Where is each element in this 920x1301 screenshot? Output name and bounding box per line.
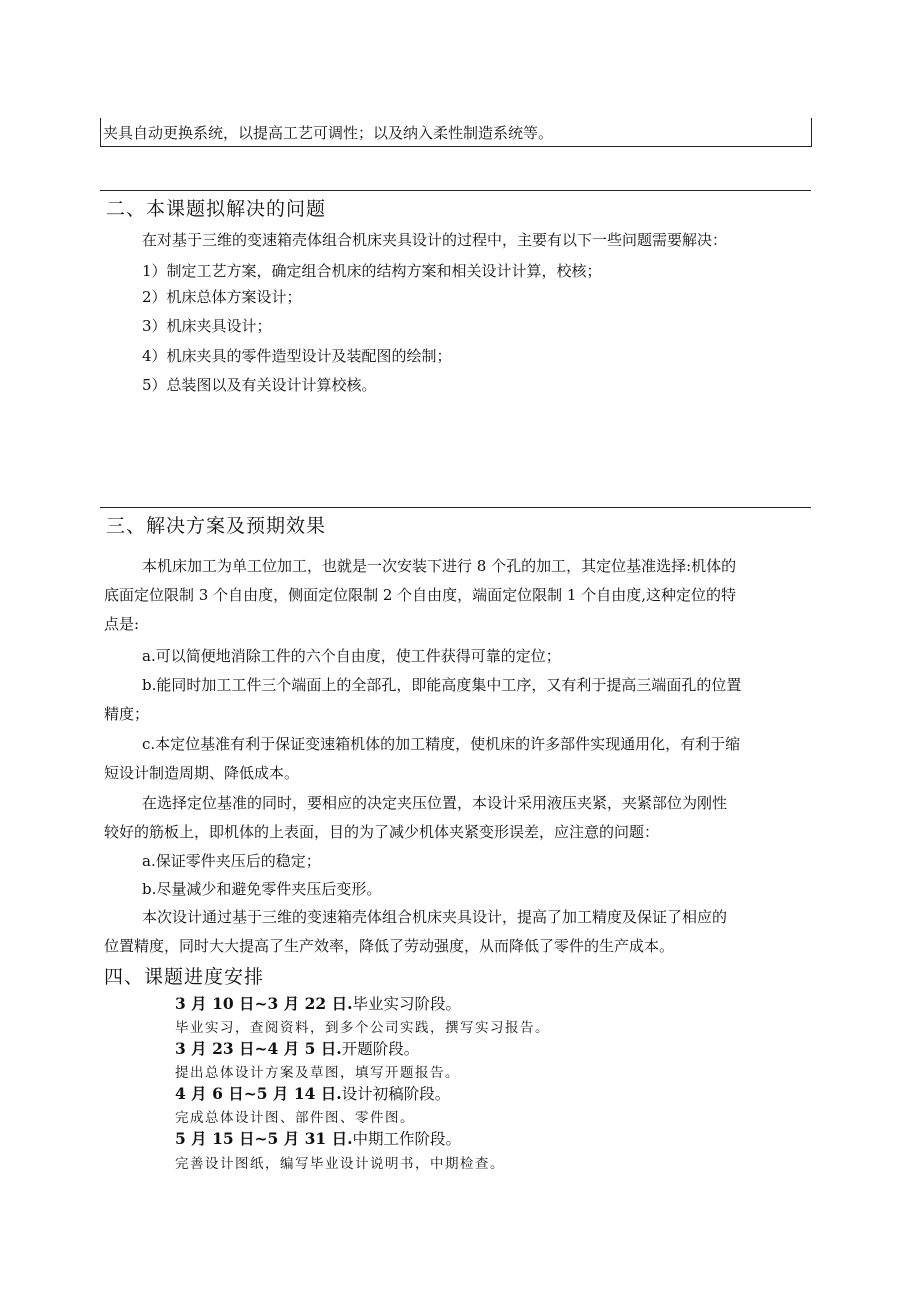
- section2-item-2: 2）机床总体方案设计；: [142, 288, 302, 306]
- section3-line-5: b.能同时加工工件三个端面上的全部孔，即能高度集中工序，又有利于提高三端面孔的位置: [142, 676, 742, 694]
- section3-line-14: 位置精度，同时大大提高了生产效率，降低了劳动强度，从而降低了零件的生产成本。: [104, 937, 675, 955]
- section2-item-5: 5）总装图以及有关设计计算校核。: [142, 376, 377, 394]
- section4-heading: 四、课题进度安排: [104, 966, 265, 988]
- section3-line-1: 本机床加工为单工位加工，也就是一次安装下进行 8 个孔的加工，其定位基准选择:机体的: [142, 557, 737, 575]
- section3-line-10: 较好的筋板上，即机体的上表面，目的为了减少机体夹紧变形误差，应注意的问题：: [104, 823, 660, 841]
- section3-line-7: c.本定位基准有利于保证变速箱机体的加工精度，使机床的许多部件实现通用化，有利于缩: [142, 735, 741, 753]
- stage-3-header: [175, 1082, 450, 1104]
- section3-line-2: 底面定位限制 3 个自由度，侧面定位限制 2 个自由度，端面定位限制 1 个自由度,这种定位的特: [104, 586, 737, 604]
- stage-1-date: 3 月 10 日~3 月 22 日.: [175, 994, 353, 1013]
- section2-item-4: 4）机床夹具的零件造型设计及装配图的绘制；: [142, 347, 452, 365]
- section2-item-3: 3）机床夹具设计；: [142, 317, 272, 335]
- section3-heading: 三、解决方案及预期效果: [106, 515, 327, 537]
- stage-4-name: 中期工作阶段。: [352, 1130, 461, 1148]
- section2-item-1: 1）制定工艺方案，确定组合机床的结构方案和相关设计计算，校核；: [142, 262, 602, 280]
- stage-4-desc: 完善设计图纸，编写毕业设计说明书，中期检查。: [175, 1156, 505, 1172]
- section3-line-12: b.尽量减少和避免零件夹压后变形。: [142, 880, 382, 898]
- section3-rule: [100, 507, 811, 508]
- section2-intro: 在对基于三维的变速箱壳体组合机床夹具设计的过程中，主要有以下一些问题需要解决：: [142, 231, 728, 249]
- top-box-text: 夹具自动更换系统，以提高工艺可调性；以及纳入柔性制造系统等。: [103, 124, 554, 142]
- section3-line-8: 短设计制造周期、降低成本。: [104, 764, 300, 782]
- top-table-cell: [100, 118, 812, 147]
- stage-4-date: 5 月 15 日~5 月 31 日.: [175, 1129, 353, 1148]
- section3-line-13: 本次设计通过基于三维的变速箱壳体组合机床夹具设计，提高了加工精度及保证了相应的: [142, 908, 728, 926]
- section3-line-4: a.可以简便地消除工件的六个自由度，使工件获得可靠的定位；: [142, 647, 561, 665]
- section2-rule: [100, 190, 811, 191]
- stage-3-desc: 完成总体设计图、部件图、零件图。: [175, 1110, 415, 1126]
- stage-1-header: [175, 992, 461, 1014]
- stage-2-name: 开题阶段。: [341, 1040, 420, 1058]
- stage-1-name: 毕业实习阶段。: [352, 995, 461, 1013]
- section3-line-3: 点是:: [104, 615, 140, 633]
- stage-1-desc: 毕业实习，查阅资料，到多个公司实践，撰写实习报告。: [175, 1020, 550, 1036]
- section3-line-9: 在选择定位基准的同时，要相应的决定夹压位置，本设计采用液压夹紧，夹紧部位为刚性: [142, 794, 728, 812]
- section2-heading: 二、本课题拟解决的问题: [106, 198, 327, 220]
- stage-2-date: 3 月 23 日~4 月 5 日.: [175, 1039, 342, 1058]
- stage-3-date: 4 月 6 日~5 月 14 日.: [175, 1084, 342, 1103]
- stage-3-name: 设计初稿阶段。: [341, 1085, 451, 1103]
- stage-2-header: [175, 1037, 419, 1059]
- section3-line-6: 精度；: [104, 705, 150, 723]
- section3-line-11: a.保证零件夹压后的稳定；: [142, 852, 321, 870]
- stage-4-header: [175, 1127, 461, 1149]
- stage-2-desc: 提出总体设计方案及草图，填写开题报告。: [175, 1065, 460, 1081]
